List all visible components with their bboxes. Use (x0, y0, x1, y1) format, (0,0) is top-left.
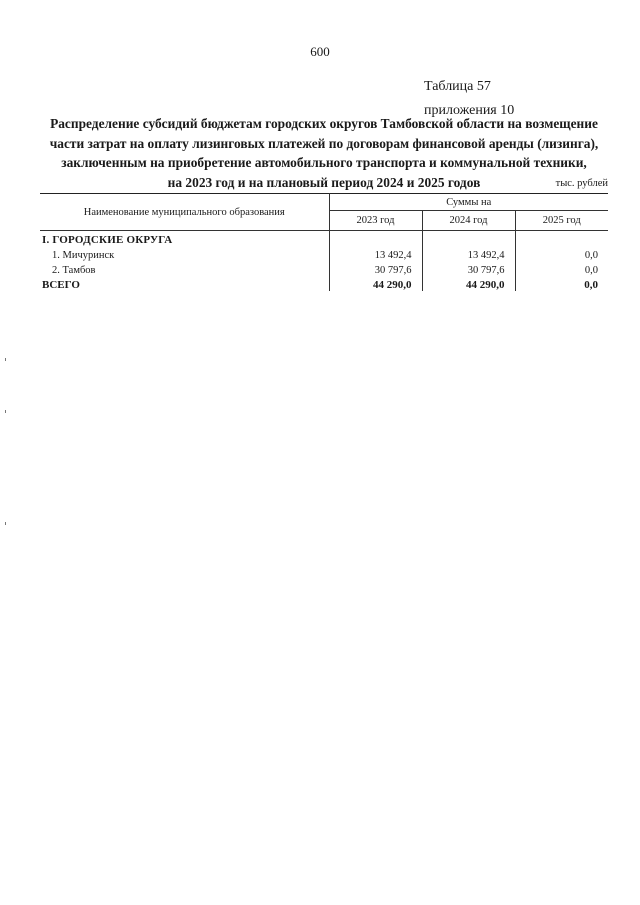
value-2023: 13 492,4 (329, 246, 422, 261)
scan-speck (5, 358, 6, 361)
column-header-2023: 2023 год (329, 211, 422, 231)
value-2024: 30 797,6 (422, 261, 515, 276)
column-header-name: Наименование муниципального образования (40, 194, 329, 231)
scan-speck (5, 410, 6, 413)
table-row (40, 246, 608, 261)
section-row (40, 231, 608, 247)
table-number: Таблица 57 (424, 79, 491, 94)
column-header-2024: 2024 год (422, 211, 515, 231)
table-row (40, 261, 608, 276)
row-name: 2. Тамбов (40, 261, 329, 276)
column-header-2025: 2025 год (515, 211, 608, 231)
subsidy-table (40, 193, 608, 291)
value-2025: 0,0 (584, 265, 598, 276)
page-number: 600 (310, 44, 330, 59)
total-2024: 44 290,0 (422, 276, 515, 291)
total-row (40, 276, 608, 291)
title-line-1: Распределение субсидий бюджетам городских округов Тамбовской области на возмещение (50, 116, 598, 131)
row-name: 1. Мичуринск (40, 246, 329, 261)
column-header-amounts: Суммы на (329, 194, 608, 211)
total-2023: 44 290,0 (329, 276, 422, 291)
title-line-3: заключенным на приобретение автомобильного транспорта и коммунальной техники, (61, 155, 587, 170)
total-label: ВСЕГО (40, 276, 329, 291)
document-title (44, 114, 604, 192)
section-label: I. ГОРОДСКИЕ ОКРУГА (40, 231, 329, 247)
units-label: тыс. рублей (555, 178, 608, 189)
appendix-number: приложения 10 (424, 103, 515, 118)
value-2024: 13 492,4 (422, 246, 515, 261)
scan-speck (5, 522, 6, 525)
title-line-4: на 2023 год и на плановый период 2024 и 2025 годов (167, 174, 481, 190)
value-2023: 30 797,6 (329, 261, 422, 276)
title-line-2: части затрат на оплату лизинговых платежей по договорам финансовой аренды (лизинга), (49, 135, 599, 151)
value-2025: 0,0 (584, 250, 598, 261)
total-2025: 0,0 (584, 279, 598, 291)
